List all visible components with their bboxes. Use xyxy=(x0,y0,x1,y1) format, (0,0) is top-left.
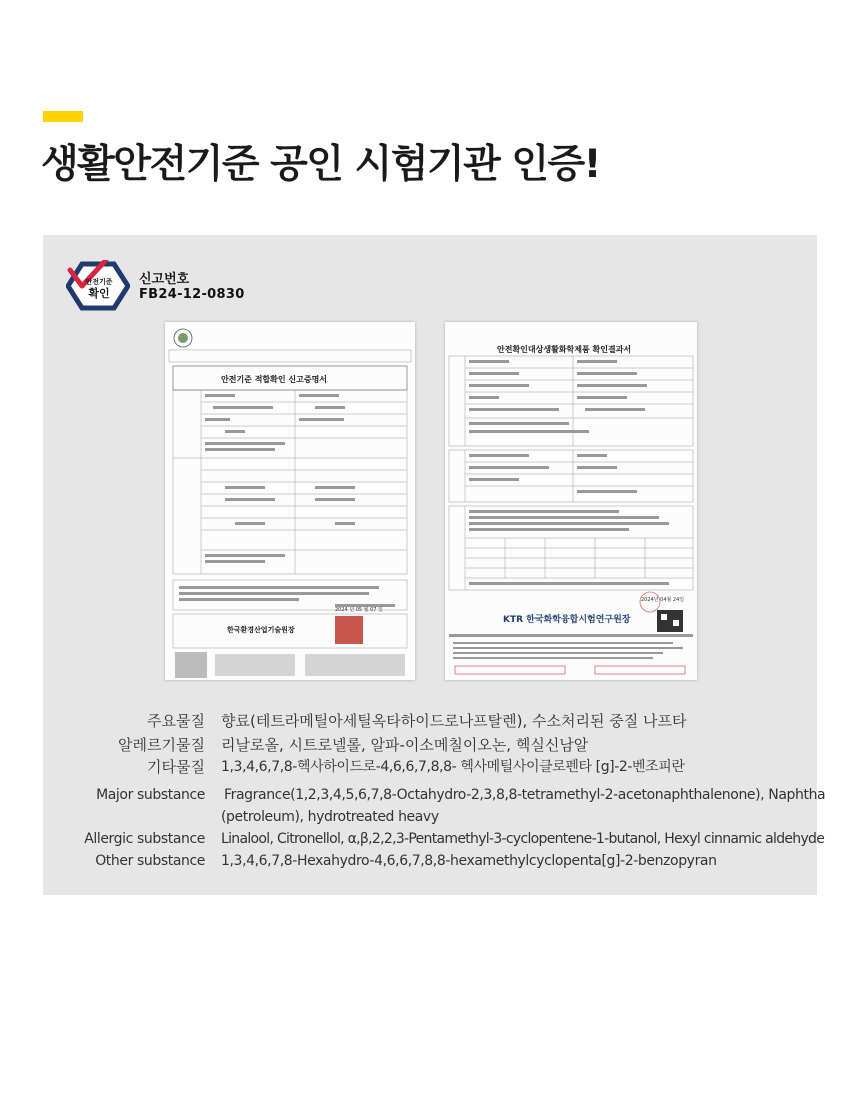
certificate-right-form xyxy=(445,322,697,680)
substance-value: 향료(테트라메틸아세틸옥타하이드로나프탈렌), 수소처리된 중질 나프타 xyxy=(221,712,687,730)
report-label: 신고번호 xyxy=(139,272,190,287)
badge-line1: 안전기준 xyxy=(85,278,113,286)
certificate-left xyxy=(165,322,415,680)
substance-value: 리날로올, 시트로넬롤, 알파-이소메칠이오논, 헥실신남알 xyxy=(221,736,589,754)
substance-value: 1,3,4,6,7,8-Hexahydro-4,6,6,7,8,8-hexamethylcyclopenta[g]-2-benzopyran xyxy=(221,853,717,869)
badge-line2: 확인 xyxy=(88,287,110,300)
certificate-left-date: 2024 년 05 월 07 일 xyxy=(335,607,383,613)
report-info xyxy=(139,272,245,302)
certificate-left-title: 안전기준 적합확인 신고증명서 xyxy=(221,375,328,384)
substance-value: Linalool, Citronellol, α,β,2,2,3-Pentamethyl-3-cyclopentene-1-butanol, Hexyl cinnamic aldehyde xyxy=(221,831,825,847)
safety-standard-check-icon xyxy=(66,260,130,312)
certificate-right-issuer: KTR 한국화학융합시험연구원장 xyxy=(503,615,631,625)
report-number: FB24-12-0830 xyxy=(139,287,245,302)
certificate-right xyxy=(445,322,697,680)
page-title: 생활안전기준 공인 시험기관 인증! xyxy=(41,142,600,187)
substance-value: Fragrance(1,2,3,4,5,6,7,8-Octahydro-2,3,8,8-tetramethyl-2-acetonaphthalenone), Naphtha xyxy=(224,787,826,803)
certificate-left-issuer: 한국환경산업기술원장 xyxy=(227,626,295,634)
substance-label: Allergic substance xyxy=(84,831,205,847)
accent-bar xyxy=(43,111,83,122)
substance-label: 기타물질 xyxy=(147,758,205,776)
substance-value: 1,3,4,6,7,8-헥사하이드로-4,6,6,7,8,8- 헥사메틸사이클로펜타 [g]-2-벤조피란 xyxy=(221,759,685,775)
substance-label: Major substance xyxy=(96,787,205,803)
substance-label: 주요물질 xyxy=(147,712,205,730)
substance-label: 알레르기물질 xyxy=(118,736,205,754)
certificate-right-title: 안전확인대상생활화학제품 확인결과서 xyxy=(497,345,632,354)
substance-label: Other substance xyxy=(95,853,205,869)
certificate-right-date: 2024년 04월 24일 xyxy=(641,597,685,603)
substance-value-continued: (petroleum), hydrotreated heavy xyxy=(221,809,439,825)
